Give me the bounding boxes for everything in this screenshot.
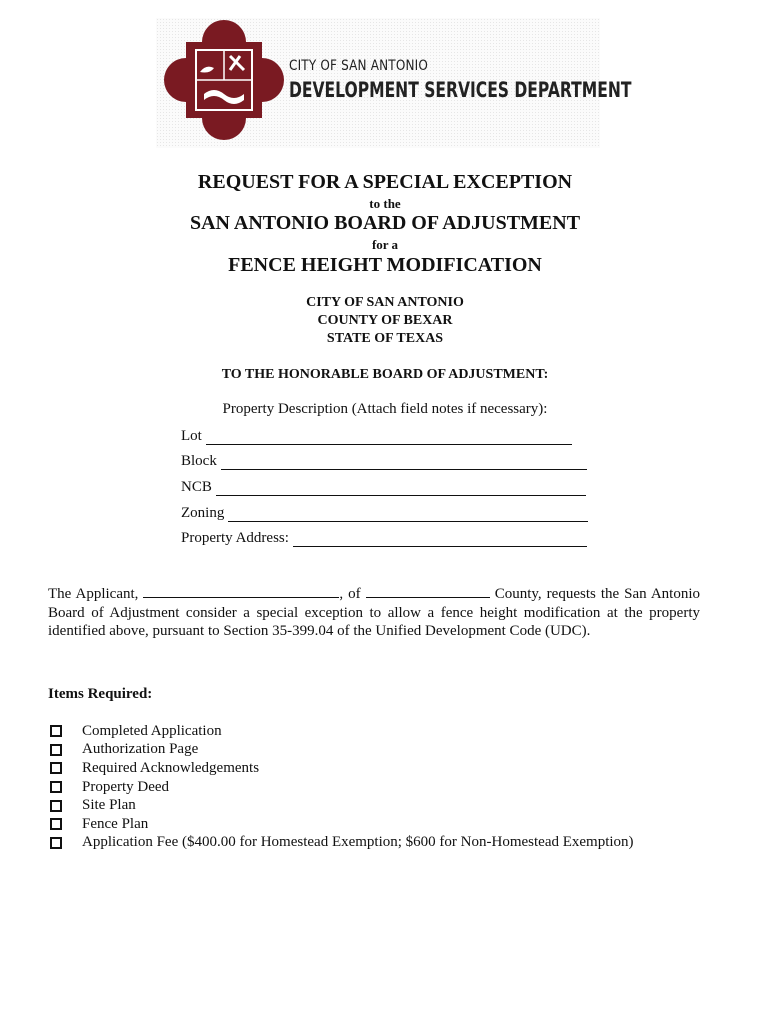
checkbox[interactable] [50,762,62,774]
item-label: Authorization Page [82,741,199,758]
paragraph-text-2: , of [339,586,361,602]
location-state: STATE OF TEXAS [326,331,444,346]
property-address-input[interactable] [293,532,587,547]
items-heading: Items Required: [48,686,153,702]
title-board: SAN ANTONIO BOARD OF ADJUSTMENT [189,212,581,234]
ncb-label: NCB [181,479,212,495]
item-label: Completed Application [82,722,222,739]
zoning-label: Zoning [181,505,225,521]
paragraph-text-1: The Applicant, [48,586,139,602]
brand-department: DEVELOPMENT SERVICES DEPARTMENT [289,78,632,102]
checkbox[interactable] [50,781,62,793]
item-label: Application Fee ($400.00 for Homestead Exemption; $600 for Non-Homestead Exemption) [82,834,634,851]
ncb-input[interactable] [216,481,586,496]
city-seal-icon [164,20,284,140]
salutation: TO THE HONORABLE BOARD OF ADJUSTMENT: [221,367,549,382]
block-input[interactable] [221,455,587,470]
paragraph-text-3: County, requests the San Antonio Board of Adjustment consider a special exception to allow a fence height modification at the property identified above, pursuant to Section 35-399.04 of the Unified Development Code (UDC). [48,586,701,639]
list-item [48,796,634,815]
list-item [48,778,634,797]
zoning-field[interactable] [181,505,588,522]
lot-field[interactable] [181,428,572,445]
checkbox[interactable] [50,744,62,756]
brand-city: CITY OF SAN ANTONIO [289,58,429,74]
checkbox[interactable] [50,837,62,849]
item-label: Fence Plan [82,815,149,832]
lot-input[interactable] [206,430,572,445]
item-label: Site Plan [82,797,136,814]
list-item [48,834,634,853]
title-fence: FENCE HEIGHT MODIFICATION [228,254,542,276]
title-connector-to: to the [369,196,401,211]
item-label: Required Acknowledgements [82,759,260,776]
title-connector-for: for a [371,237,399,252]
block-field[interactable] [181,453,587,470]
block-label: Block [181,453,217,469]
location-county: COUNTY OF BEXAR [317,313,453,328]
county-input[interactable] [366,584,490,598]
ncb-field[interactable] [181,479,586,496]
list-item [48,722,634,741]
checkbox[interactable] [50,800,62,812]
property-address-label: Property Address: [181,530,289,546]
applicant-paragraph [48,584,700,641]
location-city: CITY OF SAN ANTONIO [306,295,464,310]
list-item [48,815,634,834]
checkbox[interactable] [50,818,62,830]
property-heading: Property Description (Attach field notes if necessary): [222,401,548,417]
items-list [48,722,634,852]
property-address-field[interactable] [181,530,587,547]
list-item [48,759,634,778]
list-item [48,741,634,760]
item-label: Property Deed [82,778,170,795]
zoning-input[interactable] [228,507,588,522]
lot-label: Lot [181,428,202,444]
applicant-name-input[interactable] [143,584,339,598]
department-logo [156,18,632,148]
checkbox[interactable] [50,725,62,737]
title-request: REQUEST FOR A SPECIAL EXCEPTION [197,171,573,193]
